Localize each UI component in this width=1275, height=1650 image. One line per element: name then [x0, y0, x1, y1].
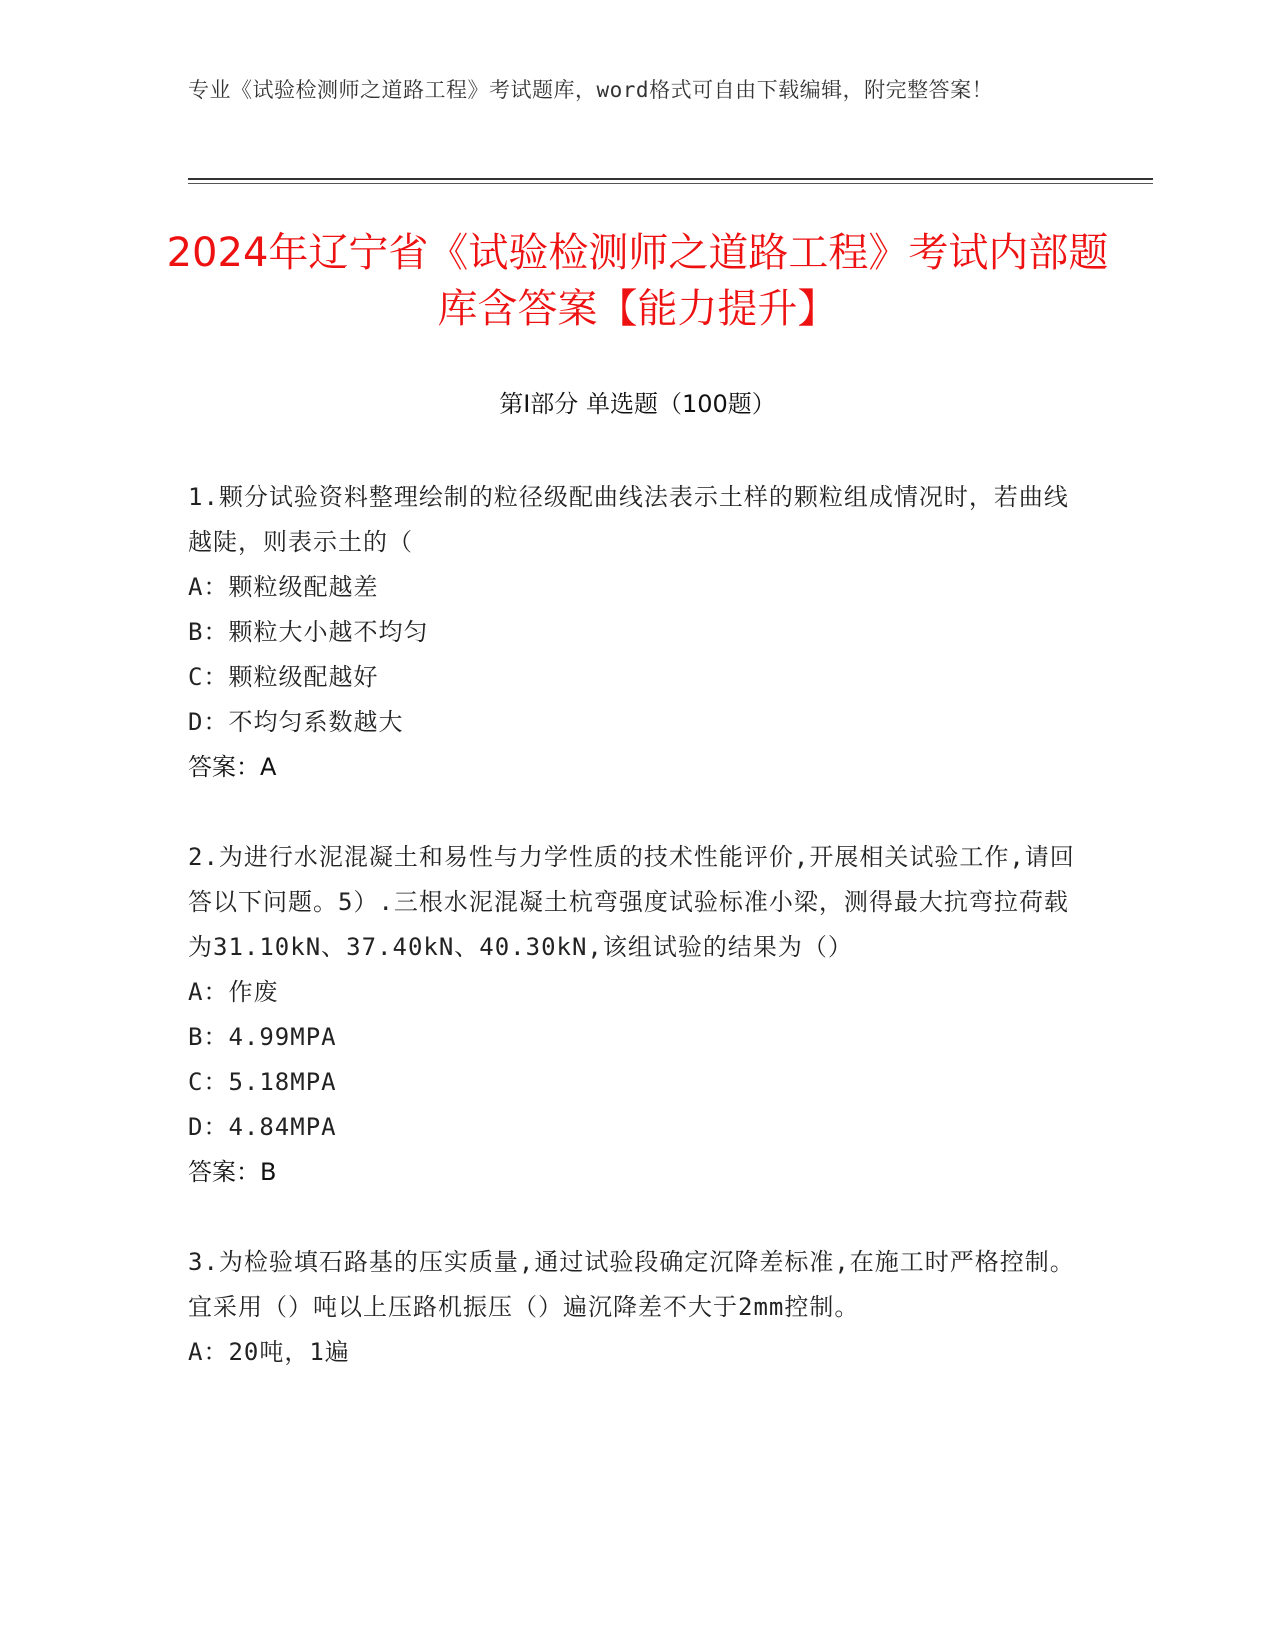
option-b: B：颗粒大小越不均匀	[188, 618, 429, 646]
header-divider-thin	[188, 183, 1153, 184]
answer: 答案：B	[188, 1158, 277, 1186]
answer: 答案：A	[188, 753, 277, 781]
question-1	[188, 475, 1078, 790]
section-title: 第Ⅰ部分 单选题（100题）	[499, 390, 776, 418]
option-d: D：4.84MPA	[188, 1113, 337, 1141]
option-a: A：颗粒级配越差	[188, 573, 379, 601]
option-a: A：20吨，1遍	[188, 1338, 350, 1366]
document-title: 2024年辽宁省《试验检测师之道路工程》考试内部题库含答案【能力提升】	[166, 230, 1109, 332]
question-text: 2.为进行水泥混凝土和易性与力学性质的技术性能评价,开展相关试验工作,请回答以下问题。5）.三根水泥混凝土杭弯强度试验标准小梁，测得最大抗弯拉荷载为31.10kN、37.40kN、40.30kN,该组试验的结果为（）	[188, 843, 1075, 961]
question-3	[188, 1240, 1078, 1375]
option-c: C：颗粒级配越好	[188, 663, 379, 691]
question-text: 1.颗分试验资料整理绘制的粒径级配曲线法表示土样的颗粒组成情况时，若曲线越陡，则表示土的（	[188, 483, 1069, 556]
option-d: D：不均匀系数越大	[188, 708, 404, 736]
header-divider	[188, 178, 1153, 180]
header-note: 专业《试验检测师之道路工程》考试题库，word格式可自由下载编辑，附完整答案！	[188, 78, 994, 102]
question-text: 3.为检验填石路基的压实质量,通过试验段确定沉降差标准,在施工时严格控制。宜采用（）吨以上压路机振压（）遍沉降差不大于2mm控制。	[188, 1248, 1075, 1321]
option-b: B：4.99MPA	[188, 1023, 337, 1051]
question-list	[188, 475, 1078, 1420]
option-a: A：作废	[188, 978, 279, 1006]
question-2	[188, 835, 1078, 1195]
option-c: C：5.18MPA	[188, 1068, 337, 1096]
